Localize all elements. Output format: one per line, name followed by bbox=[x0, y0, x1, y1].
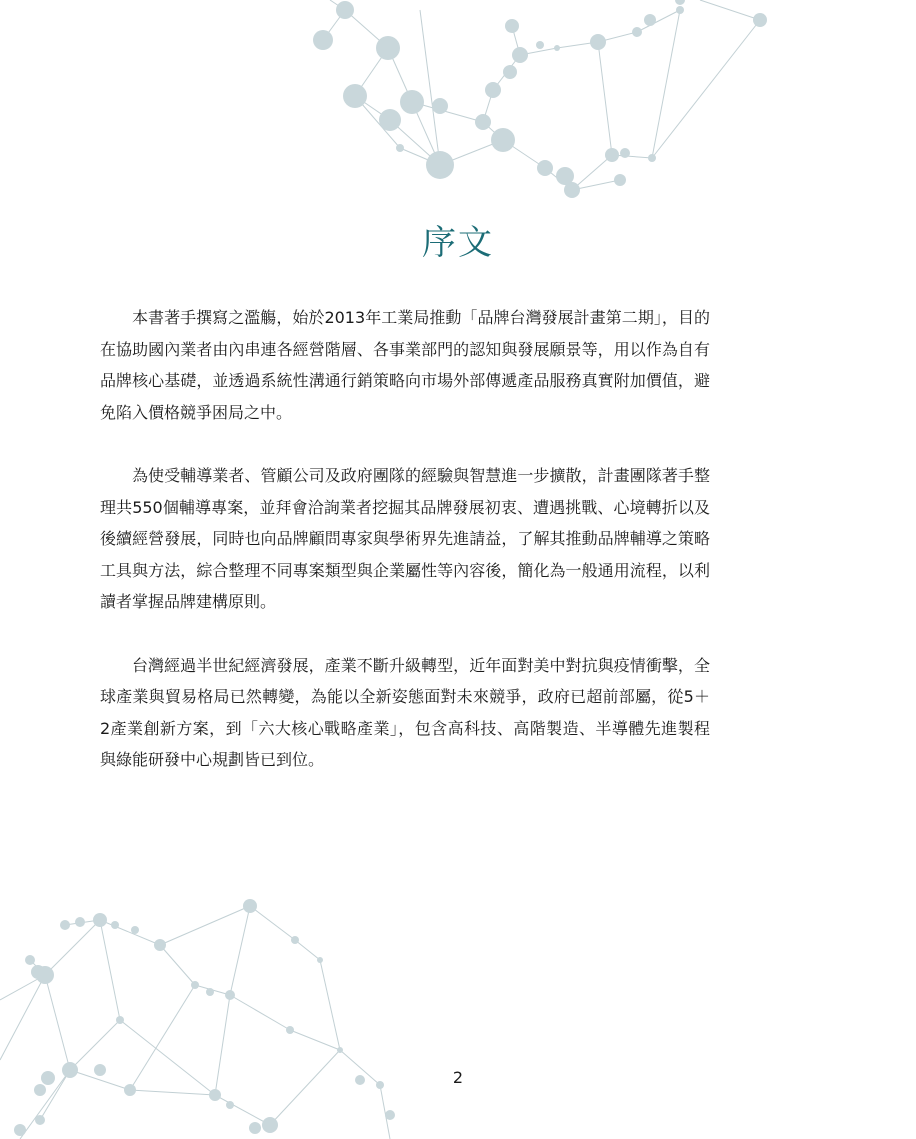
paragraph-3: 台灣經過半世紀經濟發展，產業不斷升級轉型，近年面對美中對抗與疫情衝擊，全球產業與貿易格局已然轉變，為能以全新姿態面對未來競爭，政府已超前部屬，從5＋2產業創新方案，到「六大核心戰略產業」，包含高科技、高階製造、半導體先進製程與綠能研發中心規劃皆已到位。 bbox=[100, 655, 710, 769]
preface-body bbox=[100, 302, 710, 808]
page-title: 序文 bbox=[422, 223, 494, 263]
top-network-pattern bbox=[313, 0, 767, 198]
paragraph-1: 本書著手撰寫之濫觴，始於2013年工業局推動「品牌台灣發展計畫第二期」，目的在協助國內業者由內串連各經營階層、各事業部門的認知與發展願景等，用以作為自有品牌核心基礎，並透過系統性溝通行銷策略向市場外部傳遞產品服務真實附加價值，避免陷入價格競爭困局之中。 bbox=[100, 308, 710, 422]
paragraph-2: 為使受輔導業者、管顧公司及政府團隊的經驗與智慧進一步擴散，計畫團隊著手整理共550個輔導專案，並拜會洽詢業者挖掘其品牌發展初衷、遭遇挑戰、心境轉折以及後續經營發展，同時也向品牌顧問專家與學術界先進請益，了解其推動品牌輔導之策略工具與方法，綜合整理不同專案類型與企業屬性等內容後，簡化為一般通用流程，以利讀者掌握品牌建構原則。 bbox=[100, 466, 710, 611]
bottom-network-pattern bbox=[0, 899, 395, 1139]
page-number: 2 bbox=[452, 1068, 464, 1087]
